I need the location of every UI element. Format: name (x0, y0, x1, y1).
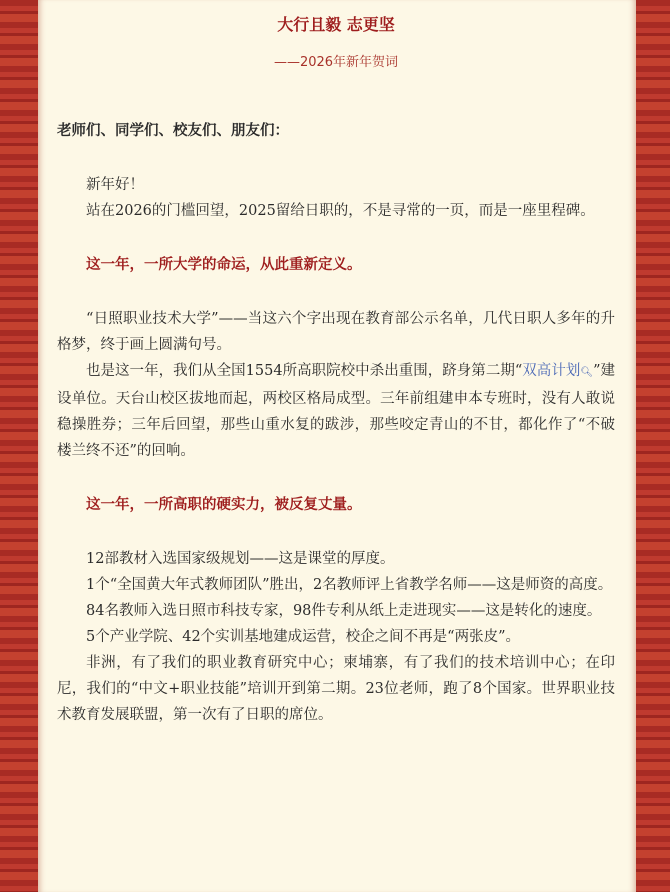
paragraph: 新年好！ (86, 177, 144, 193)
decorative-border-right (634, 0, 670, 892)
article-title: 大行且毅 志更坚 (277, 15, 395, 34)
paragraph: 5个产业学院、42个实训基地建成运营，校企之间不再是“两张皮”。 (86, 629, 520, 645)
paragraph: 站在2026的门槛回望，2025留给日职的，不是寻常的一页，而是一座里程碑。 (86, 203, 595, 219)
section-heading: 这一年，一所高职的硬实力，被反复丈量。 (86, 496, 362, 513)
article-content (57, 0, 615, 728)
section-heading: 这一年，一所大学的命运，从此重新定义。 (86, 256, 362, 273)
decorative-border-left (0, 0, 40, 892)
paragraph: 84名教师入选日照市科技专家，98件专利从纸上走进现实——这是转化的速度。 (86, 603, 602, 619)
article-subtitle: ——2026年新年贺词 (273, 55, 399, 70)
shuanggao-link[interactable]: 双高计划 (522, 363, 581, 379)
search-icon[interactable]: 🔍︎ (580, 367, 594, 378)
greeting: 老师们、同学们、校友们、朋友们： (57, 122, 289, 139)
paragraph (57, 358, 615, 464)
paragraph: 12部教材入选国家级规划——这是课堂的厚度。 (86, 551, 395, 567)
paragraph-text: ”建设单位。天台山校区拔地而起，两校区格局成型。三年前组建申本专班时，没有人敢说稳操胜券；三年后回望，那些山重水复的跋涉，那些咬定青山的不甘，都化作了“不破楼兰终不还”的回响。 (57, 363, 616, 459)
paragraph: 非洲，有了我们的职业教育研究中心；柬埔寨，有了我们的技术培训中心；在印尼，我们的“中文+职业技能”培训开到第二期。23位老师，跑了8个国家。世界职业技术教育发展联盟，第一次有了日职的席位。 (57, 655, 615, 723)
paragraph: “日照职业技术大学”——当这六个字出现在教育部公示名单，几代日职人多年的升格梦，终于画上圆满句号。 (57, 311, 615, 353)
paragraph: 1个“全国黄大年式教师团队”胜出，2名教师评上省教学名师——这是师资的高度。 (86, 577, 613, 593)
paragraph-text: 也是这一年，我们从全国1554所高职院校中杀出重围，跻身第二期“ (86, 363, 523, 379)
